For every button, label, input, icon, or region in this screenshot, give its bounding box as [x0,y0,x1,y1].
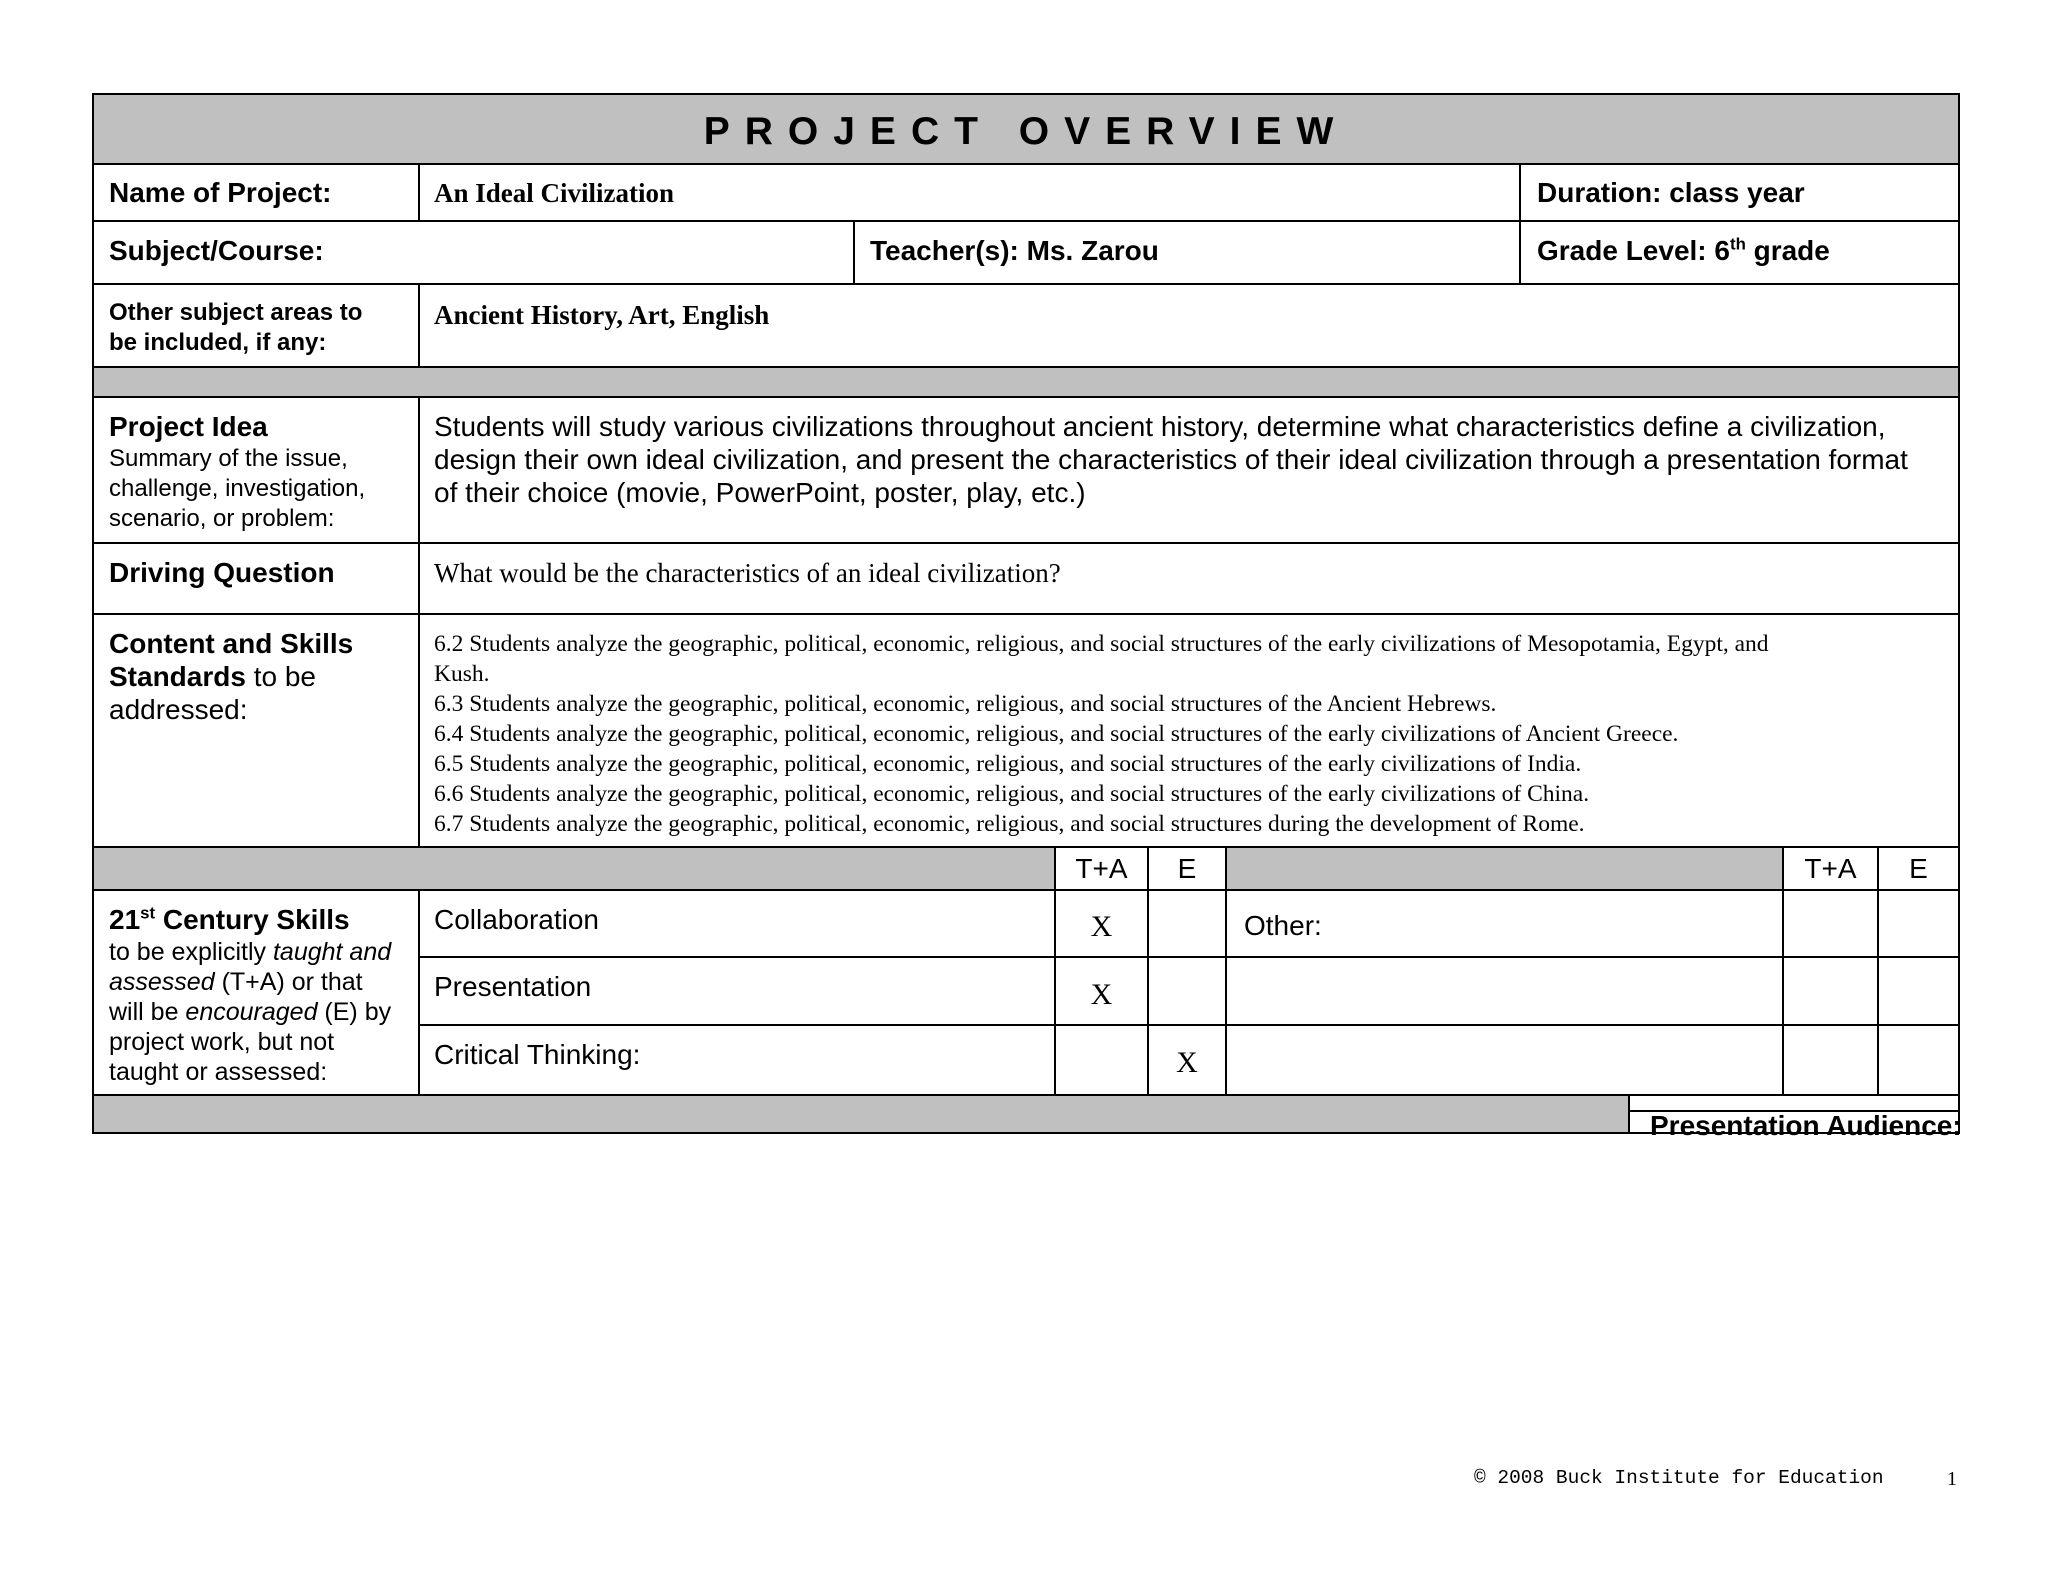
e-header-right: E [1909,853,1928,884]
subject-course-label: Subject/Course: [109,235,324,266]
skill-ta-mark: X [1090,978,1113,1011]
grade-level: Grade Level: 6th grade [1537,234,1830,266]
presentation-audience-label: Presentation Audience: [1650,1110,1962,1141]
project-idea-text: Students will study various civilizations throughout ancient history, determine what characteristics define a civilization, design their own ideal civilization, and present the characteristics of their ideal civilization through a presentation format of their choice (movie, PowerPoint, poster, play, etc.) [434,411,1908,508]
standard-line: 6.3 Students analyze the geographic, political, economic, religious, and social structures of the Ancient Hebrews. [434,691,1497,717]
project-idea-sub: Summary of the issue, challenge, investigation, scenario, or problem: [109,445,366,532]
ta-header: T+A [1075,853,1128,884]
name-of-project-value: An Ideal Civilization [434,178,675,208]
other-subjects-value: Ancient History, Art, English [434,300,770,330]
teachers: Teacher(s): Ms. Zarou [870,235,1159,266]
skills-label: 21st Century Skills to be explicitly taught and assessed (T+A) or that will be encouraged (E) by project work, but not taught or assessed: [109,903,392,1086]
ta-header-right: T+A [1804,853,1857,884]
project-idea-label [109,410,365,534]
other-subjects-label: Other subject areas to be included, if any: [109,299,363,356]
page-number: 1 [1947,1468,1957,1490]
driving-question-label: Driving Question [109,557,335,588]
skill-e-mark: X [1176,1046,1198,1079]
skill-name-presentation: Presentation [434,971,592,1002]
standards-label: Content and Skills Standards to be addressed: [109,628,354,725]
standard-line: 6.2 Students analyze the geographic, political, economic, religious, and social structures of the early civilizations of Mesopotamia, Egypt, and [434,631,1769,657]
standard-line: Kush. [434,661,490,687]
standards-list [434,629,1769,839]
page-title: PROJECT OVERVIEW [703,110,1349,153]
presentation-audience-clip [1632,1096,1962,1141]
skill-name-collaboration: Collaboration [434,904,599,935]
other-skill-label: Other: [1244,910,1322,941]
project-idea-title: Project Idea [109,411,268,442]
duration: Duration: class year [1537,177,1805,208]
skill-ta-mark: X [1090,910,1113,943]
copyright-footer: © 2008 Buck Institute for Education [1474,1467,1884,1489]
driving-question-value: What would be the characteristics of an ideal civilization? [434,558,1061,588]
skill-name-critical-thinking: Critical Thinking: [434,1039,641,1070]
standard-line: 6.5 Students analyze the geographic, political, economic, religious, and social structures of the early civilizations of India. [434,751,1582,777]
standard-line: 6.6 Students analyze the geographic, political, economic, religious, and social structures of the early civilizations of China. [434,781,1590,807]
name-of-project-label: Name of Project: [109,177,332,208]
standard-line: 6.7 Students analyze the geographic, political, economic, religious, and social structures during the development of Rome. [434,811,1585,837]
standard-line: 6.4 Students analyze the geographic, political, economic, religious, and social structures of the early civilizations of Ancient Greece. [434,721,1679,747]
e-header: E [1177,853,1197,884]
